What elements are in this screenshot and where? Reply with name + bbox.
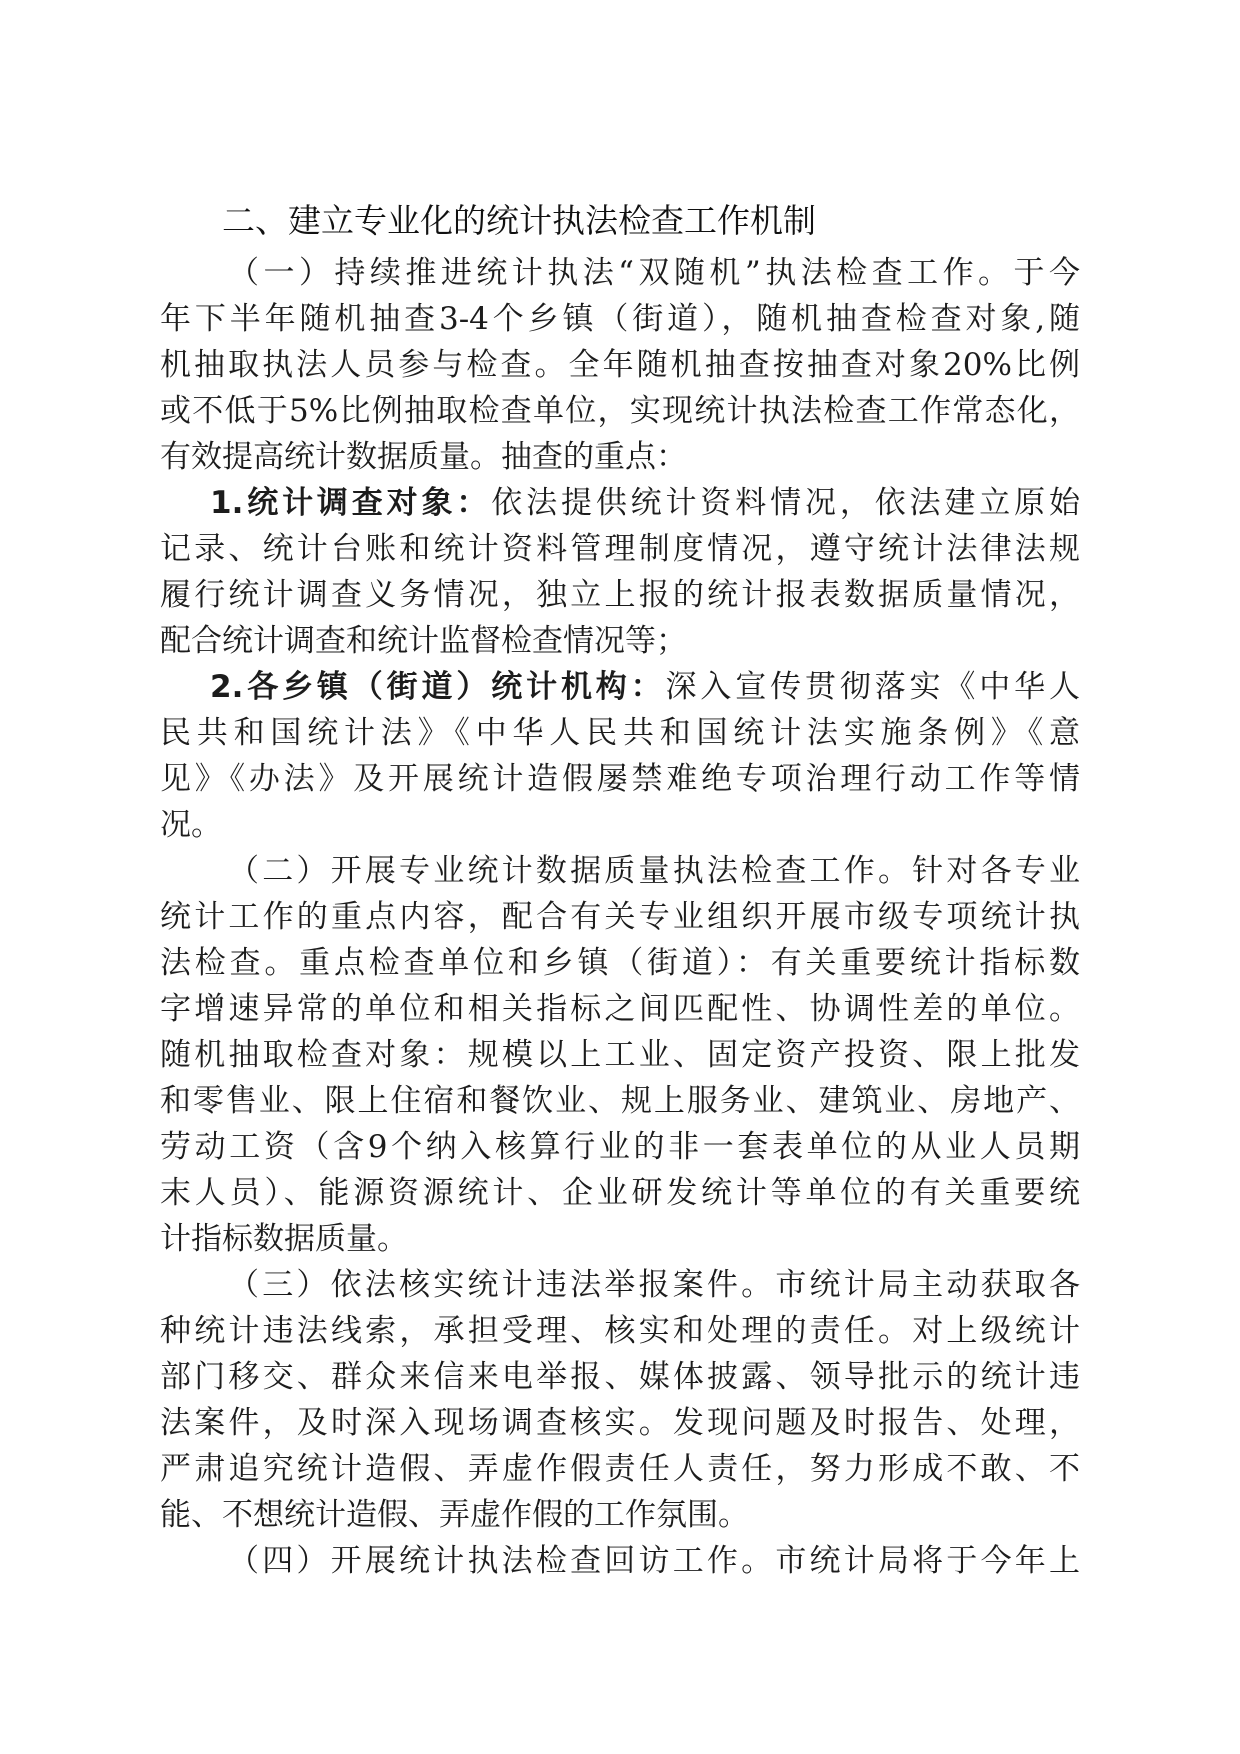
- point-1-line-3: 履行统计调查义务情况，独立上报的统计报表数据质量情况，: [160, 577, 1080, 613]
- point-2-line-4: 况。: [160, 807, 222, 843]
- section-2-line-8: 末人员）、能源资源统计、企业研发统计等单位的有关重要统: [160, 1175, 1080, 1211]
- point-1-line-4: 配合统计调查和统计监督检查情况等；: [160, 623, 687, 659]
- section-1-line-1: （一）持续推进统计执法“双随机”执法检查工作。于今: [228, 255, 1080, 291]
- section-3-line-4: 法案件，及时深入现场调查核实。发现问题及时报告、处理，: [160, 1405, 1080, 1441]
- point-2-line-2: 民共和国统计法》《中华人民共和国统计法实施条例》《意: [160, 715, 1080, 751]
- section-4-line-1: （四）开展统计执法检查回访工作。市统计局将于今年上: [228, 1543, 1080, 1579]
- section-3-line-1: （三）依法核实统计违法举报案件。市统计局主动获取各: [228, 1267, 1080, 1303]
- section-2-line-4: 字增速异常的单位和相关指标之间匹配性、协调性差的单位。: [160, 991, 1080, 1027]
- section-2-line-2: 统计工作的重点内容，配合有关专业组织开展市级专项统计执: [160, 899, 1080, 935]
- section-1-line-5: 有效提高统计数据质量。抽查的重点：: [160, 439, 687, 475]
- point-1-line-1: [210, 480, 1080, 526]
- point-2-line-1: [210, 664, 1080, 710]
- section-2-line-7: 劳动工资（含9个纳入核算行业的非一套表单位的从业人员期: [160, 1129, 1080, 1165]
- section-2-line-5: 随机抽取检查对象：规模以上工业、固定资产投资、限上批发: [160, 1037, 1080, 1073]
- section-1-line-2: 年下半年随机抽查3-4个乡镇（街道），随机抽查检查对象,随: [160, 301, 1080, 337]
- section-3-line-2: 种统计违法线索，承担受理、核实和处理的责任。对上级统计: [160, 1313, 1080, 1349]
- section-2-line-3: 法检查。重点检查单位和乡镇（街道）：有关重要统计指标数: [160, 945, 1080, 981]
- point-2-line-3: 见》《办法》及开展统计造假屡禁难绝专项治理行动工作等情: [160, 761, 1080, 797]
- section-3-line-6: 能、不想统计造假、弄虚作假的工作氛围。: [160, 1497, 749, 1533]
- point-1-text: 依法提供统计资料情况，依法建立原始: [491, 485, 1080, 521]
- section-2-line-1: （二）开展专业统计数据质量执法检查工作。针对各专业: [228, 853, 1080, 889]
- point-1-line-2: 记录、统计台账和统计资料管理制度情况，遵守统计法律法规: [160, 531, 1080, 567]
- point-1-label: 1.统计调查对象：: [210, 485, 492, 521]
- section-3-line-3: 部门移交、群众来信来电举报、媒体披露、领导批示的统计违: [160, 1359, 1080, 1395]
- point-2-text: 深入宣传贯彻落实《中华人: [665, 669, 1080, 705]
- section-3-line-5: 严肃追究统计造假、弄虚作假责任人责任，努力形成不敢、不: [160, 1451, 1080, 1487]
- section-1-line-3: 机抽取执法人员参与检查。全年随机抽查按抽查对象20%比例: [160, 347, 1080, 383]
- section-heading: 二、建立专业化的统计执法检查工作机制: [222, 201, 816, 240]
- section-1-line-4: 或不低于5%比例抽取检查单位，实现统计执法检查工作常态化，: [160, 393, 1080, 429]
- point-2-label: 2.各乡镇（街道）统计机构：: [210, 669, 666, 705]
- section-2-line-6: 和零售业、限上住宿和餐饮业、规上服务业、建筑业、房地产、: [160, 1083, 1080, 1119]
- section-2-line-9: 计指标数据质量。: [160, 1221, 408, 1257]
